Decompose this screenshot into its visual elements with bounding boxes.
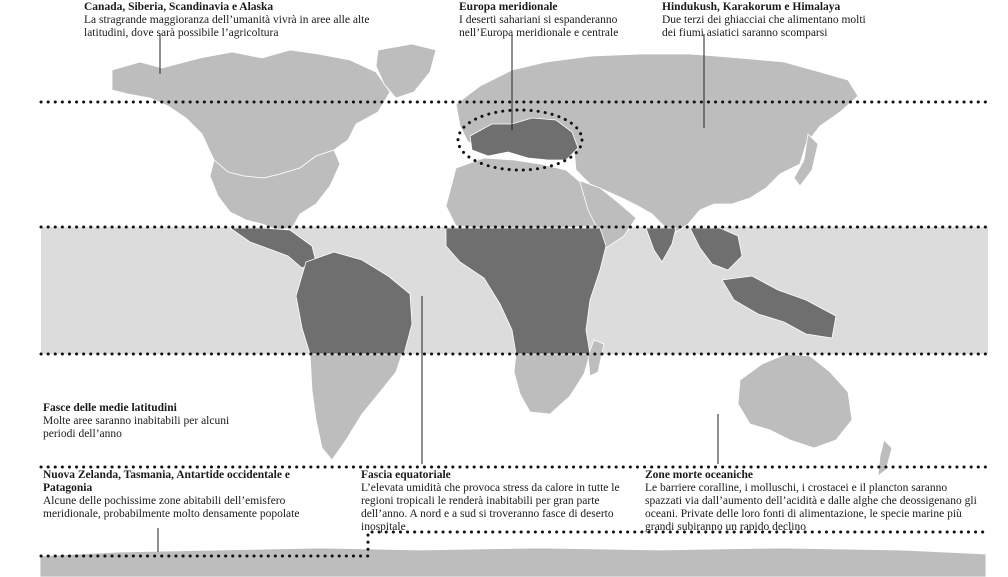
note-nuova-zelanda: [43, 469, 313, 521]
note-body: I deserti sahariani si espanderanno nell’Europa meridionale e centrale: [459, 14, 619, 39]
note-title: Fascia equatoriale: [361, 469, 451, 481]
note-body: Molte aree saranno inabitabili per alcuni periodi dell’anno: [43, 415, 230, 440]
note-hindukush: [662, 1, 872, 40]
note-title: Canada, Siberia, Scandinavia e Alaska: [84, 1, 274, 13]
australia: [738, 354, 852, 448]
note-body: La stragrande maggioranza dell’umanità vivrà in aree alle alte latitudini, dove sarà possibile l’agricoltura: [84, 14, 370, 39]
note-body: Le barriere coralline, i molluschi, i crostacei e il plancton saranno spazzati via dall’aumento dell’acidità e dalle alghe che deossigenano gli oceani. Private delle loro fonti di alimentazione, le specie marine più grandi subiranno un rapido declino: [645, 482, 977, 533]
north-america-north: [112, 50, 390, 178]
note-fascia-equatoriale: [361, 469, 637, 534]
note-body: Alcune delle pochissime zone abitabili dell’emisfero meridionale, probabilmente molto densamente popolate: [43, 495, 300, 520]
antarctica: [40, 548, 986, 577]
south-africa: [514, 354, 590, 414]
note-body: L’elevata umidità che provoca stress da calore in tutte le regioni tropicali le renderà inabitabili per gran parte dell’anno. A nord e a sud si troveranno fasce di deserto inospitale: [361, 482, 620, 533]
note-title: Nuova Zelanda, Tasmania, Antartide occidentale e Patagonia: [43, 469, 290, 494]
note-medie-latitudini: [43, 402, 263, 441]
note-title: Fasce delle medie latitudini: [43, 402, 177, 414]
note-title: Zone morte oceaniche: [645, 469, 753, 481]
note-europa: [459, 1, 659, 40]
note-title: Europa meridionale: [459, 1, 558, 13]
note-title: Hindukush, Karakorum e Himalaya: [662, 1, 841, 13]
south-america-south: [310, 354, 402, 460]
north-africa: [446, 158, 596, 228]
note-zone-morte: [645, 469, 985, 534]
note-body: Due terzi dei ghiacciai che alimentano molti dei fiumi asiatici saranno scomparsi: [662, 14, 866, 39]
note-canada: [84, 1, 384, 40]
